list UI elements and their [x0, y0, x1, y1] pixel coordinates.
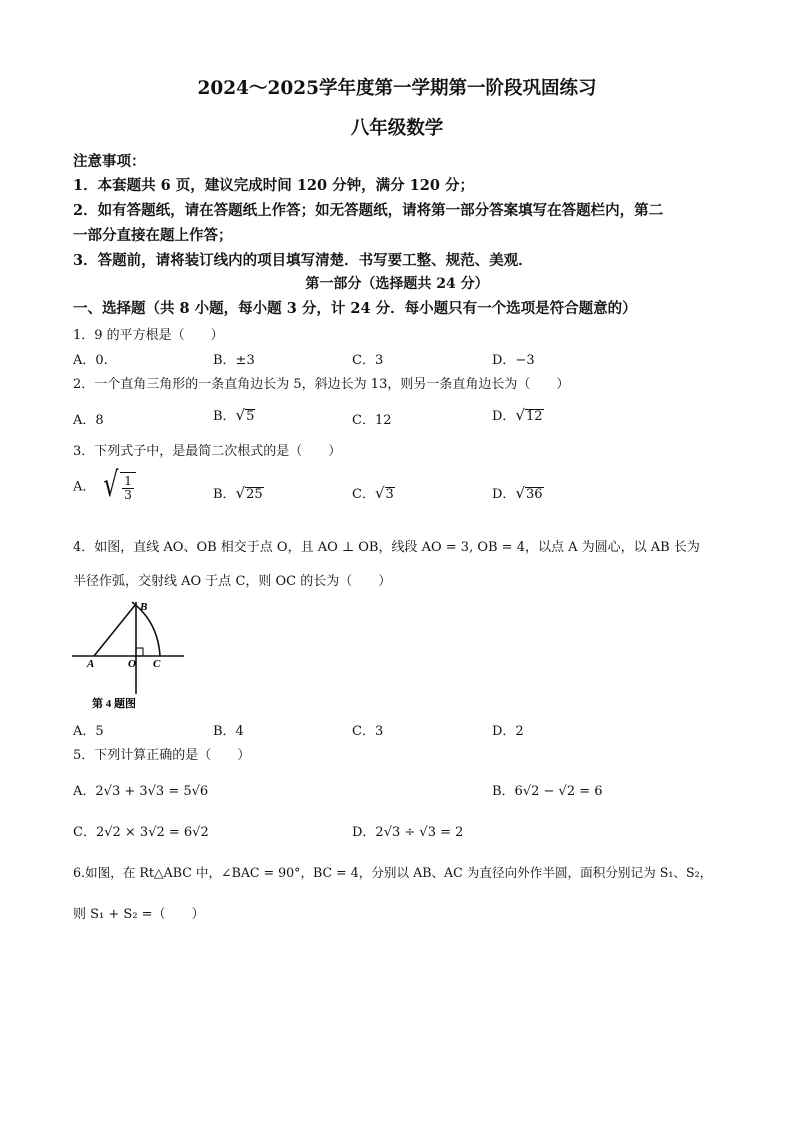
- q5-option-b: B．6√2 − √2 = 6: [492, 784, 603, 799]
- q4-label-c: C: [153, 658, 161, 670]
- q4-option-a: A．5: [73, 724, 104, 739]
- q3-option-c-label: C．: [352, 487, 375, 502]
- q4-segment-ab: [94, 604, 136, 656]
- q3-stem: 3．下列式子中，是最简二次根式的是（ ）: [73, 444, 342, 459]
- q3-option-a-label: A．: [73, 479, 96, 495]
- q4-option-b: B．4: [213, 724, 244, 739]
- q1-stem: 1．9 的平方根是（ ）: [73, 328, 224, 343]
- q3-option-a-denominator: 3: [124, 488, 132, 503]
- q3-option-c-radicand: 3: [385, 487, 394, 502]
- q3-option-d-radicand: 36: [526, 487, 543, 502]
- q2-option-b-label: B．: [213, 409, 236, 424]
- q4-figure-caption: 第 4 题图: [92, 698, 136, 710]
- q4-option-d: D．2: [492, 724, 524, 739]
- q1-option-c: C．3: [352, 353, 384, 368]
- q4-option-c: C．3: [352, 724, 384, 739]
- q2-stem: 2．一个直角三角形的一条直角边长为 5，斜边长为 13，则另一条直角边长为（ ）: [73, 377, 570, 392]
- q4-stem-line-2: 半径作弧，交射线 AO 于点 C，则 OC 的长为（ ）: [73, 574, 392, 589]
- q1-option-b: B．±3: [213, 353, 255, 368]
- part1-heading: 第一部分（选择题共 24 分）: [305, 276, 489, 292]
- q5-option-a: A．2√3 + 3√3 = 5√6: [73, 784, 209, 799]
- q4-right-angle-mark: [136, 648, 143, 656]
- q3-option-a-numerator: 1: [124, 474, 132, 488]
- q4-label-o: O: [128, 658, 136, 670]
- page-title: 2024～2025学年度第一学期第一阶段巩固练习: [197, 78, 597, 99]
- notice-item-2: 2．如有答题纸，请在答题纸上作答；如无答题纸，请将第一部分答案填写在答题栏内，第二: [73, 202, 664, 219]
- q2-option-b: B．√5: [213, 406, 255, 424]
- q3-option-d-label: D．: [492, 487, 516, 502]
- q4-stem-line-1: 4．如图，直线 AO、OB 相交于点 O，且 AO ⊥ OB，线段 AO = 3, OB = 4，以点 A 为圆心，以 AB 长为: [73, 540, 700, 555]
- q2-option-c: C．12: [352, 413, 392, 428]
- q2-option-b-radicand: 5: [246, 409, 255, 424]
- notice-item-2-cont: 一部分直接在题上作答；: [73, 227, 233, 244]
- q4-label-b: B: [140, 601, 148, 613]
- q2-option-d: D．√12: [492, 406, 543, 424]
- q3-option-b: B．√25: [213, 484, 263, 502]
- q3-option-a: [73, 465, 136, 505]
- q5-option-c: C．2√2 × 3√2 = 6√2: [73, 825, 209, 840]
- q6-stem-line-2: 则 S₁ + S₂ =（ ）: [73, 907, 205, 922]
- q6-stem-line-1: 6.如图，在 Rt△ABC 中，∠BAC = 90°，BC = 4，分别以 AB、AC 为直径向外作半圆，面积分别记为 S₁、S₂，: [73, 865, 713, 880]
- q1-option-a: A．0.: [73, 353, 108, 368]
- q4-label-a: A: [87, 658, 95, 670]
- q2-option-d-radicand: 12: [526, 409, 543, 424]
- q3-option-b-label: B．: [213, 487, 236, 502]
- q3-option-d: D．√36: [492, 484, 543, 502]
- q2-option-a: A．8: [73, 413, 104, 428]
- section-heading: 一、选择题（共 8 小题，每小题 3 分，计 24 分．每小题只有一个选项是符合题意的）: [73, 300, 637, 317]
- q4-figure: [70, 598, 188, 718]
- q1-option-d: D．−3: [492, 353, 535, 368]
- q3-option-c: C．√3: [352, 484, 394, 502]
- q5-option-d: D．2√3 ÷ √3 = 2: [352, 825, 464, 840]
- notice-heading: 注意事项：: [73, 153, 146, 170]
- page-subtitle: 八年级数学: [350, 118, 444, 139]
- q3-option-b-radicand: 25: [246, 487, 263, 502]
- q3-option-a-radical: √ $\frac{1}{3}$: [100, 468, 136, 502]
- notice-item-1: 1．本套题共 6 页，建议完成时间 120 分钟，满分 120 分；: [73, 177, 474, 194]
- q5-stem: 5．下列计算正确的是（ ）: [73, 748, 251, 763]
- q2-option-d-label: D．: [492, 409, 516, 424]
- notice-item-3: 3．答题前，请将装订线内的项目填写清楚．书写要工整、规范、美观．: [73, 252, 533, 269]
